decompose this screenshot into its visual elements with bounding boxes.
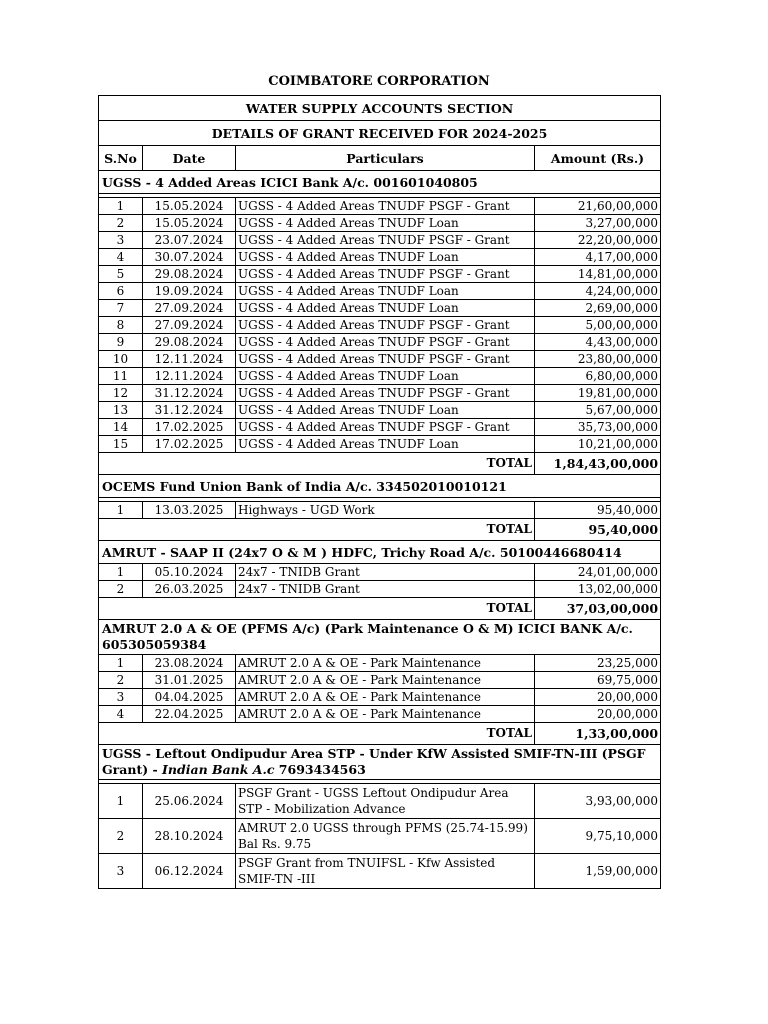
amount-cell: 20,00,000 bbox=[535, 689, 661, 706]
sno-cell: 12 bbox=[99, 385, 143, 402]
amount-cell: 24,01,00,000 bbox=[535, 564, 661, 581]
section-heading-account: 7693434563 bbox=[278, 762, 366, 777]
particulars-cell: AMRUT 2.0 A & OE - Park Maintenance bbox=[236, 672, 535, 689]
table-row bbox=[99, 300, 661, 317]
sno-cell: 7 bbox=[99, 300, 143, 317]
sno-cell: 1 bbox=[99, 564, 143, 581]
section-heading-bank: Indian Bank A.c bbox=[162, 762, 275, 777]
sno-cell: 3 bbox=[99, 854, 143, 889]
table-row bbox=[99, 436, 661, 453]
col-header-amount: Amount (Rs.) bbox=[535, 146, 661, 171]
date-cell: 17.02.2025 bbox=[143, 436, 236, 453]
particulars-cell: PSGF Grant - UGSS Leftout Ondipudur Area STP - Mobilization Advance bbox=[236, 784, 535, 819]
sno-cell: 2 bbox=[99, 672, 143, 689]
particulars-cell: UGSS - 4 Added Areas TNUDF PSGF - Grant bbox=[236, 232, 535, 249]
section-title: WATER SUPPLY ACCOUNTS SECTION bbox=[99, 96, 661, 121]
sno-cell: 6 bbox=[99, 283, 143, 300]
date-cell: 31.12.2024 bbox=[143, 402, 236, 419]
date-cell: 19.09.2024 bbox=[143, 283, 236, 300]
col-header-sno: S.No bbox=[99, 146, 143, 171]
total-amount: 1,33,00,000 bbox=[535, 723, 661, 745]
sno-cell: 2 bbox=[99, 819, 143, 854]
particulars-cell: UGSS - 4 Added Areas TNUDF PSGF - Grant bbox=[236, 351, 535, 368]
col-header-date: Date bbox=[143, 146, 236, 171]
table-row bbox=[99, 655, 661, 672]
table-row bbox=[99, 249, 661, 266]
date-cell: 23.07.2024 bbox=[143, 232, 236, 249]
table-row bbox=[99, 334, 661, 351]
date-cell: 26.03.2025 bbox=[143, 581, 236, 598]
date-cell: 04.04.2025 bbox=[143, 689, 236, 706]
sno-cell: 3 bbox=[99, 232, 143, 249]
table-row bbox=[99, 564, 661, 581]
amount-cell: 20,00,000 bbox=[535, 706, 661, 723]
particulars-cell: UGSS - 4 Added Areas TNUDF Loan bbox=[236, 300, 535, 317]
particulars-cell: UGSS - 4 Added Areas TNUDF Loan bbox=[236, 368, 535, 385]
amount-cell: 1,59,00,000 bbox=[535, 854, 661, 889]
amount-cell: 4,24,00,000 bbox=[535, 283, 661, 300]
amount-cell: 5,00,00,000 bbox=[535, 317, 661, 334]
particulars-cell: 24x7 - TNIDB Grant bbox=[236, 564, 535, 581]
section-heading-ocems-fund: OCEMS Fund Union Bank of India A/c. 334502010010121 bbox=[99, 475, 661, 498]
total-amount: 95,40,000 bbox=[535, 519, 661, 541]
particulars-cell: UGSS - 4 Added Areas TNUDF Loan bbox=[236, 402, 535, 419]
sno-cell: 2 bbox=[99, 581, 143, 598]
grant-table bbox=[98, 95, 661, 889]
date-cell: 30.07.2024 bbox=[143, 249, 236, 266]
amount-cell: 19,81,00,000 bbox=[535, 385, 661, 402]
table-row bbox=[99, 215, 661, 232]
table-row bbox=[99, 706, 661, 723]
amount-cell: 13,02,00,000 bbox=[535, 581, 661, 598]
total-label: TOTAL bbox=[99, 519, 535, 541]
particulars-cell: PSGF Grant from TNUIFSL - Kfw Assisted SMIF-TN -III bbox=[236, 854, 535, 889]
sno-cell: 4 bbox=[99, 249, 143, 266]
amount-cell: 23,80,00,000 bbox=[535, 351, 661, 368]
table-row bbox=[99, 854, 661, 889]
date-cell: 25.06.2024 bbox=[143, 784, 236, 819]
amount-cell: 6,80,00,000 bbox=[535, 368, 661, 385]
table-row bbox=[99, 283, 661, 300]
sno-cell: 9 bbox=[99, 334, 143, 351]
table-row bbox=[99, 502, 661, 519]
date-cell: 23.08.2024 bbox=[143, 655, 236, 672]
section-heading-amrut-park-maintenance: AMRUT 2.0 A & OE (PFMS A/c) (Park Maintenance O & M) ICICI BANK A/c. 605305059384 bbox=[99, 620, 661, 655]
table-row bbox=[99, 368, 661, 385]
amount-cell: 3,93,00,000 bbox=[535, 784, 661, 819]
table-row bbox=[99, 402, 661, 419]
date-cell: 27.09.2024 bbox=[143, 317, 236, 334]
amount-cell: 69,75,000 bbox=[535, 672, 661, 689]
particulars-cell: UGSS - 4 Added Areas TNUDF Loan bbox=[236, 249, 535, 266]
column-header-row bbox=[99, 146, 661, 171]
table-row bbox=[99, 317, 661, 334]
section-heading-text: UGSS - Leftout Ondipudur Area STP - Under KfW Assisted SMIF-TN-III (PSGF Grant) - bbox=[102, 746, 646, 777]
sno-cell: 3 bbox=[99, 689, 143, 706]
sno-cell: 15 bbox=[99, 436, 143, 453]
particulars-cell: UGSS - 4 Added Areas TNUDF PSGF - Grant bbox=[236, 317, 535, 334]
date-cell: 27.09.2024 bbox=[143, 300, 236, 317]
total-label: TOTAL bbox=[99, 598, 535, 620]
date-cell: 06.12.2024 bbox=[143, 854, 236, 889]
date-cell: 12.11.2024 bbox=[143, 368, 236, 385]
total-label: TOTAL bbox=[99, 723, 535, 745]
table-row bbox=[99, 198, 661, 215]
table-row bbox=[99, 819, 661, 854]
amount-cell: 22,20,00,000 bbox=[535, 232, 661, 249]
page-title: COIMBATORE CORPORATION bbox=[268, 74, 490, 89]
date-cell: 22.04.2025 bbox=[143, 706, 236, 723]
amount-cell: 3,27,00,000 bbox=[535, 215, 661, 232]
sno-cell: 1 bbox=[99, 198, 143, 215]
amount-cell: 10,21,00,000 bbox=[535, 436, 661, 453]
particulars-cell: AMRUT 2.0 A & OE - Park Maintenance bbox=[236, 655, 535, 672]
table-row bbox=[99, 266, 661, 283]
date-cell: 05.10.2024 bbox=[143, 564, 236, 581]
particulars-cell: UGSS - 4 Added Areas TNUDF PSGF - Grant bbox=[236, 334, 535, 351]
sno-cell: 2 bbox=[99, 215, 143, 232]
table-row bbox=[99, 419, 661, 436]
amount-cell: 35,73,00,000 bbox=[535, 419, 661, 436]
amount-cell: 21,60,00,000 bbox=[535, 198, 661, 215]
amount-cell: 5,67,00,000 bbox=[535, 402, 661, 419]
particulars-cell: AMRUT 2.0 A & OE - Park Maintenance bbox=[236, 689, 535, 706]
total-row bbox=[99, 519, 661, 541]
date-cell: 29.08.2024 bbox=[143, 334, 236, 351]
total-row bbox=[99, 723, 661, 745]
particulars-cell: UGSS - 4 Added Areas TNUDF Loan bbox=[236, 215, 535, 232]
sno-cell: 13 bbox=[99, 402, 143, 419]
sno-cell: 5 bbox=[99, 266, 143, 283]
date-cell: 31.01.2025 bbox=[143, 672, 236, 689]
table-row bbox=[99, 232, 661, 249]
amount-cell: 2,69,00,000 bbox=[535, 300, 661, 317]
table-row bbox=[99, 689, 661, 706]
date-cell: 28.10.2024 bbox=[143, 819, 236, 854]
particulars-cell: AMRUT 2.0 UGSS through PFMS (25.74-15.99) Bal Rs. 9.75 bbox=[236, 819, 535, 854]
table-row bbox=[99, 385, 661, 402]
total-amount: 1,84,43,00,000 bbox=[535, 453, 661, 475]
particulars-cell: UGSS - 4 Added Areas TNUDF PSGF - Grant bbox=[236, 266, 535, 283]
total-label: TOTAL bbox=[99, 453, 535, 475]
amount-cell: 9,75,10,000 bbox=[535, 819, 661, 854]
particulars-cell: 24x7 - TNIDB Grant bbox=[236, 581, 535, 598]
particulars-cell: AMRUT 2.0 A & OE - Park Maintenance bbox=[236, 706, 535, 723]
particulars-cell: Highways - UGD Work bbox=[236, 502, 535, 519]
amount-cell: 95,40,000 bbox=[535, 502, 661, 519]
amount-cell: 23,25,000 bbox=[535, 655, 661, 672]
date-cell: 15.05.2024 bbox=[143, 198, 236, 215]
particulars-cell: UGSS - 4 Added Areas TNUDF Loan bbox=[236, 283, 535, 300]
particulars-cell: UGSS - 4 Added Areas TNUDF PSGF - Grant bbox=[236, 198, 535, 215]
section-heading-ugss-leftout-ondipudur bbox=[99, 745, 661, 780]
section-heading-amrut-saap: AMRUT - SAAP II (24x7 O & M ) HDFC, Trichy Road A/c. 50100446680414 bbox=[99, 541, 661, 564]
amount-cell: 14,81,00,000 bbox=[535, 266, 661, 283]
total-row bbox=[99, 598, 661, 620]
sno-cell: 14 bbox=[99, 419, 143, 436]
date-cell: 13.03.2025 bbox=[143, 502, 236, 519]
sno-cell: 4 bbox=[99, 706, 143, 723]
sno-cell: 1 bbox=[99, 784, 143, 819]
date-cell: 17.02.2025 bbox=[143, 419, 236, 436]
table-row bbox=[99, 351, 661, 368]
section-heading-ugss-4-added-areas: UGSS - 4 Added Areas ICICI Bank A/c. 001601040805 bbox=[99, 171, 661, 194]
sno-cell: 10 bbox=[99, 351, 143, 368]
total-amount: 37,03,00,000 bbox=[535, 598, 661, 620]
table-row bbox=[99, 581, 661, 598]
col-header-particulars: Particulars bbox=[236, 146, 535, 171]
particulars-cell: UGSS - 4 Added Areas TNUDF Loan bbox=[236, 436, 535, 453]
sno-cell: 1 bbox=[99, 655, 143, 672]
total-row bbox=[99, 453, 661, 475]
date-cell: 31.12.2024 bbox=[143, 385, 236, 402]
date-cell: 12.11.2024 bbox=[143, 351, 236, 368]
sno-cell: 8 bbox=[99, 317, 143, 334]
sno-cell: 11 bbox=[99, 368, 143, 385]
sno-cell: 1 bbox=[99, 502, 143, 519]
particulars-cell: UGSS - 4 Added Areas TNUDF PSGF - Grant bbox=[236, 419, 535, 436]
table-row bbox=[99, 784, 661, 819]
particulars-cell: UGSS - 4 Added Areas TNUDF PSGF - Grant bbox=[236, 385, 535, 402]
amount-cell: 4,17,00,000 bbox=[535, 249, 661, 266]
date-cell: 15.05.2024 bbox=[143, 215, 236, 232]
report-title: DETAILS OF GRANT RECEIVED FOR 2024-2025 bbox=[99, 121, 661, 146]
table-row bbox=[99, 672, 661, 689]
date-cell: 29.08.2024 bbox=[143, 266, 236, 283]
amount-cell: 4,43,00,000 bbox=[535, 334, 661, 351]
